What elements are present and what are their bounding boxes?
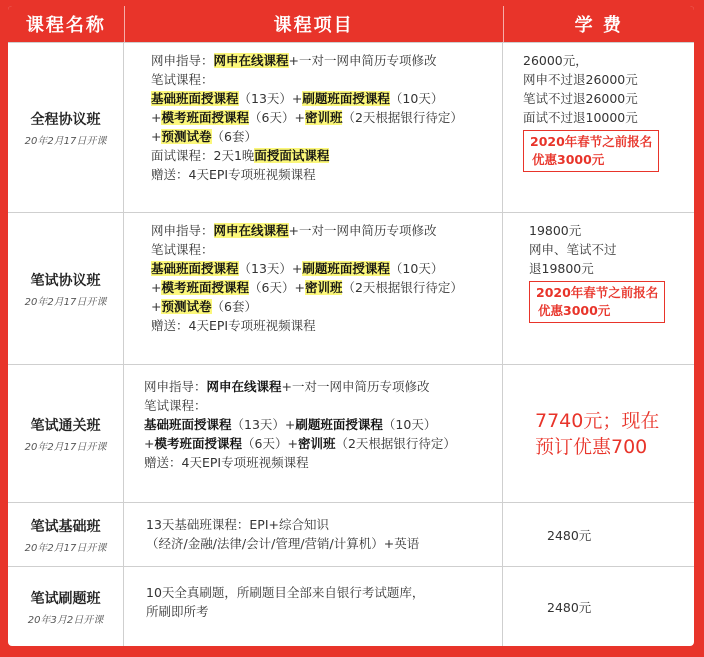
basic-drill-line: 基础班面授课程（13天）+刷题班面授课程（10天） — [144, 417, 437, 432]
fee-line: 退19800元 — [529, 261, 594, 276]
fee-cell — [503, 365, 694, 503]
fee-line: 19800元 — [529, 223, 582, 238]
fee-cell — [503, 567, 694, 646]
online-guidance-line: 网申指导：网申在线课程+一对一网申简历专项修改 — [144, 379, 430, 394]
course-start-date: 20年2月17日开课 — [24, 442, 107, 453]
mock-secret-line: +模考班面授课程（6天）+密训班（2天根据银行待定） — [151, 280, 463, 295]
course-name-cell — [8, 213, 124, 365]
online-guidance-line: 网申指导：网申在线课程+一对一网申简历专项修改 — [151, 223, 437, 238]
promo-badge: 2020年春节之前报名 优惠3000元 — [529, 281, 665, 323]
course-desc-line: （经济/金融/法律/会计/管理/营销/计算机）+英语 — [146, 536, 420, 551]
course-name: 笔试刷题班 — [30, 591, 101, 607]
table-row — [8, 364, 694, 503]
course-name-cell — [8, 503, 124, 567]
course-name: 笔试通关班 — [30, 418, 101, 434]
header-course-name: 课程名称 — [8, 6, 125, 42]
course-start-date: 20年2月17日开课 — [24, 543, 107, 554]
course-table — [8, 6, 694, 646]
written-course-label: 笔试课程： — [144, 398, 207, 413]
test-paper-line: +预测试卷（6套） — [151, 129, 257, 144]
course-items-cell — [124, 365, 503, 503]
course-name-cell — [8, 567, 124, 646]
course-name: 笔试基础班 — [30, 519, 101, 535]
table-row — [8, 566, 694, 646]
header-course-items: 课程项目 — [125, 6, 504, 42]
course-name: 笔试协议班 — [30, 273, 101, 289]
promo-badge: 2020年春节之前报名 优惠3000元 — [523, 130, 659, 172]
gift-line: 赠送：4天EPI专项班视频课程 — [144, 455, 309, 470]
course-items-cell — [124, 503, 503, 567]
course-name-cell — [8, 43, 124, 213]
table-row — [8, 42, 694, 213]
course-items-cell — [124, 43, 503, 213]
gift-line: 赠送：4天EPI专项班视频课程 — [151, 318, 316, 333]
fee-line: 网申不过退26000元 — [523, 72, 638, 87]
mock-secret-line: +模考班面授课程（6天）+密训班（2天根据银行待定） — [151, 110, 463, 125]
fee-offer-line: 预订优惠700 — [535, 436, 648, 458]
fee-cell — [503, 503, 694, 567]
fee-line: 2480元 — [547, 527, 592, 543]
table-header — [8, 6, 694, 42]
course-name-cell — [8, 365, 124, 503]
mock-secret-line: +模考班面授课程（6天）+密训班（2天根据银行待定） — [144, 436, 456, 451]
course-desc-line: 10天全真刷题，所刷题目全部来自银行考试题库， — [146, 585, 425, 600]
written-course-label: 笔试课程： — [151, 242, 214, 257]
table-row — [8, 212, 694, 365]
basic-drill-line: 基础班面授课程（13天）+刷题班面授课程（10天） — [151, 91, 444, 106]
course-items-cell — [124, 213, 503, 365]
course-items-cell — [124, 567, 503, 646]
interview-line: 面试课程：2天1晚面授面试课程 — [151, 148, 330, 163]
fee-line: 26000元， — [523, 53, 588, 68]
fee-line: 2480元 — [547, 599, 592, 615]
online-guidance-line: 网申指导：网申在线课程+一对一网申简历专项修改 — [151, 53, 437, 68]
fee-offer-line: 7740元；现在 — [535, 410, 660, 432]
test-paper-line: +预测试卷（6套） — [151, 299, 257, 314]
fee-cell — [503, 213, 694, 365]
fee-line: 网申、笔试不过 — [529, 242, 617, 257]
fee-line: 面试不过退10000元 — [523, 110, 638, 125]
header-fee: 学 费 — [574, 15, 623, 36]
table-row — [8, 502, 694, 567]
fee-cell — [503, 43, 694, 213]
course-desc-line: 所刷即所考 — [146, 604, 209, 619]
basic-drill-line: 基础班面授课程（13天）+刷题班面授课程（10天） — [151, 261, 444, 276]
gift-line: 赠送：4天EPI专项班视频课程 — [151, 167, 316, 182]
course-start-date: 20年2月17日开课 — [24, 136, 107, 147]
written-course-label: 笔试课程： — [151, 72, 214, 87]
course-start-date: 20年2月17日开课 — [24, 297, 107, 308]
fee-line: 笔试不过退26000元 — [523, 91, 638, 106]
course-start-date: 20年3月2日开课 — [27, 615, 104, 626]
course-name: 全程协议班 — [30, 112, 101, 128]
course-desc-line: 13天基础班课程：EPI+综合知识 — [146, 517, 330, 532]
